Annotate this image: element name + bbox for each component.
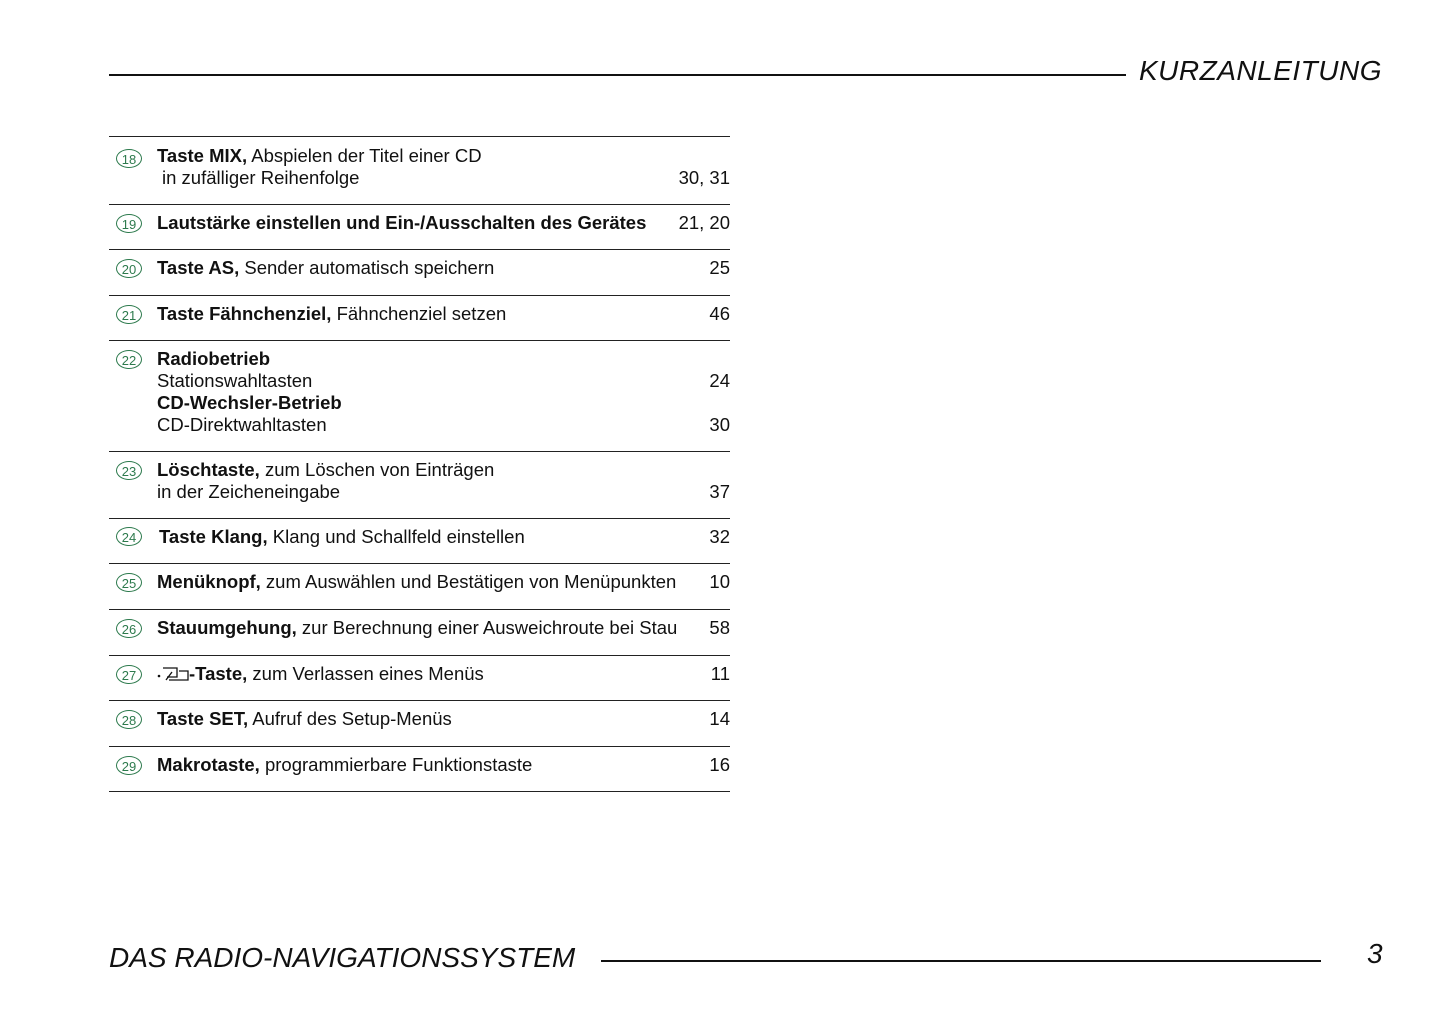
page-ref: 32: [709, 526, 730, 547]
page-ref: 14: [709, 708, 730, 729]
item-heading: Radiobetrieb: [157, 348, 271, 369]
list-item: [109, 341, 730, 452]
item-text: Taste AS, Sender automatisch speichern 25: [157, 257, 730, 278]
list-item: [109, 205, 730, 250]
quick-reference-list: [109, 136, 730, 792]
item-text: Taste MIX, Abspielen der Titel einer CD: [157, 145, 482, 166]
item-text: Taste SET, Aufruf des Setup-Menüs 14: [157, 708, 730, 729]
page-ref: 58: [709, 617, 730, 638]
page-ref: 10: [709, 571, 730, 592]
item-number: 22: [116, 350, 142, 369]
list-item: [109, 452, 730, 519]
list-item: [109, 610, 730, 656]
list-item: [109, 250, 730, 296]
item-text: Stauumgehung, zur Berechnung einer Ausweichroute bei Stau 58: [157, 617, 730, 638]
item-number: 24: [116, 527, 142, 546]
item-text: Stationswahltasten 24: [157, 370, 730, 391]
list-item: [109, 519, 730, 564]
item-text-2: CD-Direktwahltasten 30: [157, 414, 730, 435]
item-number: 29: [116, 756, 142, 775]
item-text: Taste Fähnchenziel, Fähnchenziel setzen 46: [157, 303, 730, 324]
item-number: 28: [116, 710, 142, 729]
item-text: Taste Klang, Klang und Schallfeld einstellen 32: [159, 526, 730, 547]
item-text: Makrotaste, programmierbare Funktionstaste 16: [157, 754, 730, 775]
list-item: [109, 296, 730, 341]
item-number: 19: [116, 214, 142, 233]
list-item: [109, 747, 730, 792]
item-text: Lautstärke einstellen und Ein-/Ausschalten des Gerätes 21, 20: [157, 212, 730, 233]
item-number: 23: [116, 461, 142, 480]
item-heading-2: CD-Wechsler-Betrieb: [157, 392, 342, 413]
item-number: 25: [116, 573, 142, 592]
page-ref: 46: [709, 303, 730, 324]
item-number: 27: [116, 665, 142, 684]
list-item: [109, 656, 730, 701]
item-text: Löschtaste, zum Löschen von Einträgen: [157, 459, 495, 480]
page-ref: 21, 20: [678, 212, 730, 233]
page-ref: 16: [709, 754, 730, 775]
item-number: 26: [116, 619, 142, 638]
item-text-line2: in der Zeicheneingabe 37: [157, 481, 730, 502]
item-text: -Taste, zum Verlassen eines Menüs 11: [157, 663, 730, 687]
page-ref: 24: [709, 370, 730, 391]
item-number: 20: [116, 259, 142, 278]
item-number: 18: [116, 149, 142, 168]
list-item: [109, 137, 730, 205]
back-icon: [157, 664, 189, 687]
header-rule: [109, 74, 1126, 76]
item-number: 21: [116, 305, 142, 324]
page-number: 3: [1367, 938, 1383, 969]
item-text: Menüknopf, zum Auswählen und Bestätigen von Menüpunkten 10: [157, 571, 730, 592]
page-ref: 30, 31: [678, 167, 730, 188]
section-title: KURZANLEITUNG: [1139, 55, 1382, 86]
list-item: [109, 701, 730, 747]
page-ref: 37: [709, 481, 730, 502]
page-ref: 30: [709, 414, 730, 435]
page-ref: 25: [709, 257, 730, 278]
item-text-line2: in zufälliger Reihenfolge 30, 31: [162, 167, 730, 188]
footer-rule: [601, 960, 1321, 962]
page-ref: 11: [710, 663, 730, 684]
list-item: [109, 564, 730, 610]
footer-title: DAS RADIO-NAVIGATIONSSYSTEM: [109, 942, 576, 973]
